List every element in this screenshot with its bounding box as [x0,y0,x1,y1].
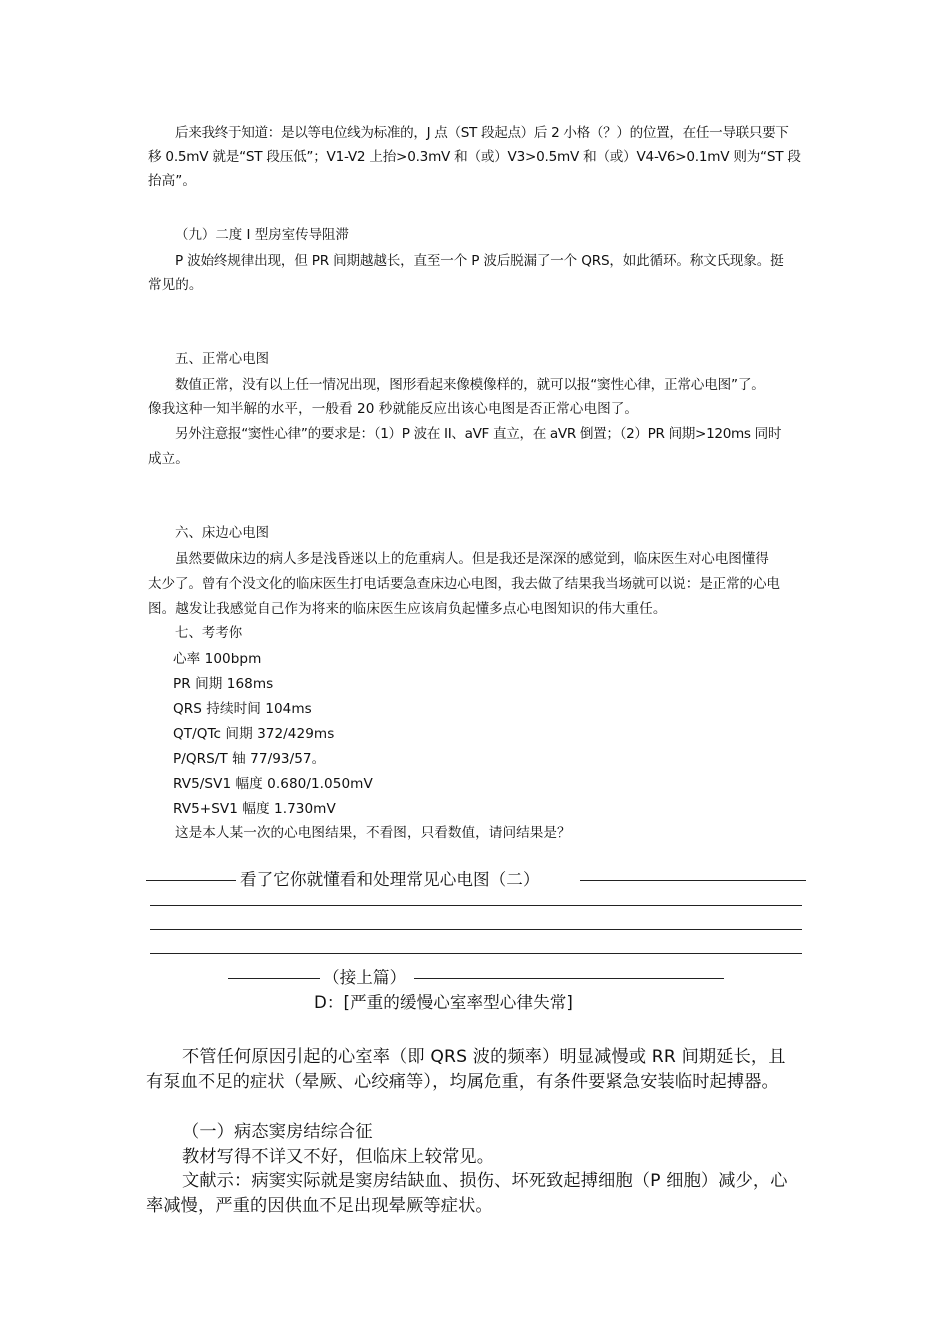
quiz-heading: 七、考考你 [175,626,243,641]
st-line-1: 后来我终于知道：是以等电位线为标准的，J 点（ST 段起点）后 2 小格（？）的位置，在任一导联只要下 [175,125,789,141]
quiz-item: RV5/SV1 幅度 0.680/1.050mV [173,776,373,792]
quiz-item: QT/QTc 间期 372/429ms [173,726,335,742]
part2-intro-line-1: 不管任何原因引起的心室率（即 QRS 波的频率）明显减慢或 RR 间期延长，且 [182,1047,786,1067]
avb-heading: （九）二度 I 型房室传导阻滞 [175,228,349,243]
bedside-heading: 六、床边心电图 [175,526,270,541]
quiz-item: P/QRS/T 轴 77/93/57。 [173,751,326,767]
continued-rule-left [228,978,320,979]
avb-line-1: P 波始终规律出现，但 PR 间期越越长，直至一个 P 波后脱漏了一个 QRS，如此循环。称文氏现象。挺 [175,253,784,269]
quiz-item: RV5+SV1 幅度 1.730mV [173,801,336,817]
title-rule-left [146,880,236,881]
divider-rule [150,953,802,954]
bedside-line-2: 太少了。曾有个没文化的临床医生打电话要急查床边心电图，我去做了结果我当场就可以说：是正常的心电 [148,576,780,592]
divider-rule [150,929,802,930]
st-line-2: 移 0.5mV 就是“ST 段压低”；V1-V2 上抬>0.3mV 和（或）V3>0.5mV 和（或）V4-V6>0.1mV 则为“ST 段 [148,149,801,165]
normal-heading: 五、正常心电图 [175,352,270,367]
normal-line-4: 成立。 [148,451,189,467]
sss-heading: （一）病态窦房结综合征 [182,1122,373,1142]
bedside-line-3: 图。越发让我感觉自己作为将来的临床医生应该肩负起懂多点心电图知识的伟大重任。 [148,601,667,617]
normal-line-3: 另外注意报“窦性心律”的要求是：（1）P 波在 II、aVF 直立，在 aVR 倒置；（2）PR 间期>120ms 同时 [175,426,782,442]
quiz-item: QRS 持续时间 104ms [173,701,312,717]
quiz-closing: 这是本人某一次的心电图结果，不看图，只看数值，请问结果是？ [175,825,571,841]
st-line-3: 抬高”。 [148,173,197,189]
sss-line-3: 率减慢，严重的因供血不足出现晕厥等症状。 [146,1196,493,1216]
quiz-item: 心率 100bpm [173,651,262,667]
continued-label: （接上篇） [323,968,407,987]
sss-line-2: 文献示：病窦实际就是窦房结缺血、损伤、坏死致起搏细胞（P 细胞）减少，心 [182,1171,788,1191]
avb-line-2: 常见的。 [148,277,203,293]
part2-subtitle: D：[严重的缓慢心室率型心律失常] [314,993,573,1012]
divider-rule [150,905,802,906]
continued-rule-right [414,978,724,979]
normal-line-2: 像我这种一知半解的水平，一般看 20 秒就能反应出该心电图是否正常心电图了。 [148,401,639,417]
bedside-line-1: 虽然要做床边的病人多是浅昏迷以上的危重病人。但是我还是深深的感觉到，临床医生对心电图懂得 [175,551,769,567]
part2-title: 看了它你就懂看和处理常见心电图（二） [240,870,540,889]
quiz-item: PR 间期 168ms [173,676,274,692]
part2-intro-line-2: 有泵血不足的症状（晕厥、心绞痛等），均属危重，有条件要紧急安装临时起搏器。 [146,1072,779,1092]
normal-line-1: 数值正常，没有以上任一情况出现，图形看起来像模像样的，就可以报“窦性心律，正常心电图”了。 [175,377,765,393]
sss-line-1: 教材写得不详又不好，但临床上较常见。 [182,1147,495,1167]
title-rule-right [580,880,806,881]
